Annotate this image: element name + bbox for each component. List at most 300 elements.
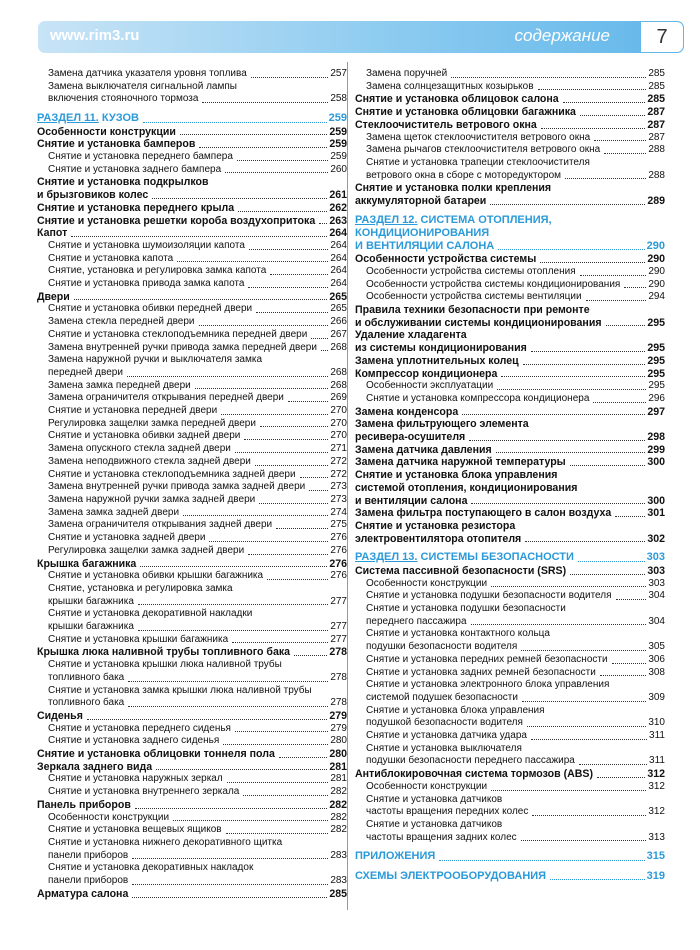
- dot-leader: [550, 879, 645, 880]
- toc-entry[interactable]: [355, 279, 665, 292]
- toc-entry[interactable]: [37, 812, 347, 825]
- toc-page-number: 312: [647, 768, 665, 781]
- dot-leader: [243, 795, 328, 796]
- toc-entry[interactable]: [355, 641, 665, 654]
- toc-page-number: 299: [647, 443, 665, 456]
- toc-entry[interactable]: [37, 761, 347, 774]
- toc-entry-title: РАЗДЕЛ 13. СИСТЕМЫ БЕЗОПАСНОСТИ: [355, 551, 574, 564]
- toc-page-number: 311: [649, 730, 665, 742]
- dot-leader: [237, 160, 328, 161]
- dot-leader: [249, 249, 328, 250]
- toc-entry-title: Снятие и установка обивки задней двери: [48, 430, 241, 442]
- toc-entry[interactable]: [37, 519, 347, 532]
- toc-entry[interactable]: [37, 240, 347, 253]
- toc-entry-line[interactable]: Замена выключателя сигнальной лампы: [48, 80, 237, 92]
- dot-leader: [195, 388, 329, 389]
- toc-entry[interactable]: [355, 266, 665, 279]
- toc-entry-line[interactable]: Снятие и установка подушки безопасности: [366, 603, 566, 615]
- dot-leader: [570, 465, 646, 466]
- toc-entry[interactable]: [37, 138, 347, 151]
- toc-entry-line[interactable]: Замена наружной ручки и выключателя замка: [48, 354, 263, 366]
- dot-leader: [462, 414, 645, 415]
- dot-leader: [143, 122, 327, 123]
- toc-page-number: 290: [648, 265, 665, 277]
- dot-leader: [538, 89, 647, 90]
- dot-leader: [593, 402, 646, 403]
- toc-entry-line[interactable]: Снятие и установка контактного кольца: [366, 628, 550, 640]
- toc-entry[interactable]: [355, 355, 665, 368]
- dot-leader: [138, 604, 328, 605]
- dot-leader: [270, 274, 328, 275]
- toc-page-number: 295: [647, 367, 665, 380]
- toc-page-number: 283: [330, 849, 347, 861]
- dot-leader: [232, 642, 328, 643]
- toc-entry[interactable]: [37, 405, 347, 418]
- toc-entry-title: Снятие и установка решетки короба воздухопритока: [37, 214, 316, 227]
- toc-entry[interactable]: [37, 507, 347, 520]
- toc-entry-title: Регулировка защелки замка задней двери: [48, 544, 245, 556]
- toc-entry-line[interactable]: Снятие и установка датчиков: [366, 793, 503, 805]
- dot-leader: [319, 223, 327, 224]
- toc-entry-title: Замена датчика давления: [355, 443, 492, 456]
- toc-entry[interactable]: [355, 565, 665, 578]
- toc-page-number: 265: [329, 290, 347, 303]
- toc-entry-title: Замена конденсора: [355, 405, 459, 418]
- toc-entry[interactable]: [355, 195, 665, 208]
- toc-entry-title: Снятие и установка переднего бампера: [48, 151, 233, 163]
- toc-page-number: 272: [330, 455, 347, 467]
- toc-entry-title: Стеклоочиститель ветрового окна: [355, 118, 537, 131]
- toc-entry-line[interactable]: Снятие и установка блока управления: [355, 469, 558, 482]
- toc-entry-line[interactable]: Снятие и установка замка крышки люка наливной трубы: [48, 684, 312, 696]
- toc-entry[interactable]: [355, 533, 665, 546]
- toc-entry-title: Снятие и установка вещевых ящиков: [48, 824, 222, 836]
- toc-page-number: 308: [648, 666, 665, 678]
- toc-entry-title: Компрессор кондиционера: [355, 367, 498, 380]
- dot-leader: [497, 389, 646, 390]
- toc-entry-line[interactable]: Снятие и установка выключателя: [366, 742, 522, 754]
- toc-entry[interactable]: [37, 888, 347, 901]
- dot-leader: [579, 764, 647, 765]
- dot-leader: [244, 439, 328, 440]
- toc-entry[interactable]: [37, 291, 347, 304]
- toc-entry[interactable]: [355, 368, 665, 381]
- toc-entry-title: переднего пассажира: [366, 615, 467, 627]
- toc-page-number: 285: [648, 80, 665, 92]
- dot-leader: [173, 820, 328, 821]
- toc-entry-title: Особенности устройства системы вентиляции: [366, 291, 582, 303]
- toc-entry-title: Снятие и установка облицовки тоннеля пола: [37, 748, 275, 761]
- toc-entry[interactable]: [355, 106, 665, 119]
- toc-entry-title: Особенности устройства системы: [355, 253, 537, 266]
- toc-entry-title: электровентилятора отопителя: [355, 532, 522, 545]
- dot-leader: [606, 325, 646, 326]
- toc-entry[interactable]: [37, 494, 347, 507]
- toc-entry-title: Замена неподвижного стекла задней двери: [48, 455, 251, 467]
- dot-leader: [612, 663, 647, 664]
- toc-entry-title: Замена рычагов стеклоочистителя ветрового окна: [366, 144, 601, 156]
- toc-entry-title: Особенности устройства системы кондиционирования: [366, 278, 621, 290]
- dot-leader: [74, 299, 328, 300]
- toc-entry-title: топливного бака: [48, 697, 125, 709]
- toc-entry[interactable]: [37, 672, 347, 685]
- toc-entry[interactable]: [355, 317, 665, 330]
- toc-entry[interactable]: [355, 495, 665, 508]
- toc-entry[interactable]: [37, 824, 347, 837]
- toc-entry[interactable]: [355, 253, 665, 266]
- toc-page-number: 278: [330, 671, 347, 683]
- toc-entry[interactable]: [37, 342, 347, 355]
- toc-entry[interactable]: [355, 132, 665, 145]
- toc-entry-title: Снятие и установка стеклоподъемника передней двери: [48, 328, 308, 340]
- toc-page-number: 285: [648, 68, 665, 79]
- toc-page-number: 277: [330, 633, 347, 645]
- toc-entry[interactable]: [355, 832, 665, 845]
- toc-entry-title: Замена замка передней двери: [48, 379, 191, 391]
- toc-page-number: 260: [330, 163, 347, 175]
- toc-entry[interactable]: [37, 850, 347, 863]
- toc-entry-line[interactable]: Удаление хладагента: [355, 329, 467, 342]
- dot-leader: [469, 440, 645, 441]
- toc-entry-title: Особенности эксплуатации: [366, 380, 494, 392]
- toc-page-number: 276: [330, 544, 347, 556]
- toc-entry-line[interactable]: Снятие и установка трапеции стеклоочистителя: [366, 156, 590, 168]
- dot-leader: [521, 840, 647, 841]
- dot-leader: [209, 541, 328, 542]
- toc-entry[interactable]: [37, 126, 347, 139]
- dot-leader: [525, 541, 645, 542]
- toc-entry[interactable]: [37, 773, 347, 786]
- toc-entry[interactable]: [355, 444, 665, 457]
- toc-entry[interactable]: [355, 393, 665, 406]
- toc-page-number: 277: [330, 621, 347, 633]
- toc-entry[interactable]: [37, 697, 347, 710]
- toc-page-number: 264: [330, 239, 347, 251]
- toc-section[interactable]: [355, 850, 665, 864]
- toc-entry-title: Снятие и установка передней двери: [48, 405, 218, 417]
- toc-entry[interactable]: [37, 380, 347, 393]
- toc-page-number: 304: [648, 615, 665, 627]
- toc-entry[interactable]: [355, 93, 665, 106]
- toc-entry[interactable]: [37, 215, 347, 228]
- dot-leader: [594, 140, 646, 141]
- toc-entry[interactable]: [355, 781, 665, 794]
- toc-entry-title: Замена ограничителя открывания задней двери: [48, 519, 273, 531]
- toc-entry-title: подушкой безопасности водителя: [366, 717, 523, 729]
- toc-entry[interactable]: [37, 646, 347, 659]
- toc-page-number: 300: [647, 494, 665, 507]
- dot-leader: [248, 554, 328, 555]
- toc-entry[interactable]: [37, 265, 347, 278]
- toc-entry-title: И ВЕНТИЛЯЦИИ САЛОНА: [355, 239, 495, 252]
- section-title: содержание: [514, 26, 610, 45]
- toc-entry[interactable]: [37, 430, 347, 443]
- toc-page-number: 262: [329, 201, 347, 214]
- dot-leader: [439, 860, 644, 861]
- dot-leader: [256, 312, 328, 313]
- toc-page-number: 302: [647, 532, 665, 545]
- toc-entry[interactable]: [355, 81, 665, 94]
- toc-page-number: 264: [329, 227, 347, 240]
- toc-entry[interactable]: [355, 342, 665, 355]
- toc-entry[interactable]: [355, 456, 665, 469]
- toc-entry-line[interactable]: Замена фильтрующего элемента: [355, 418, 529, 431]
- toc-page-number: 303: [647, 564, 665, 577]
- toc-entry[interactable]: [37, 481, 347, 494]
- toc-entry[interactable]: [37, 418, 347, 431]
- toc-entry[interactable]: [37, 303, 347, 316]
- dot-leader: [199, 325, 329, 326]
- dot-leader: [235, 731, 328, 732]
- toc-entry-line[interactable]: Снятие и установка подкрылков: [37, 176, 209, 189]
- toc-page-number: 305: [648, 641, 665, 653]
- toc-entry[interactable]: [355, 507, 665, 520]
- toc-page-number: 270: [330, 430, 347, 442]
- toc-page-number: 268: [330, 341, 347, 353]
- dot-leader: [259, 503, 328, 504]
- toc-entry-line[interactable]: Снятие и установка блока управления: [366, 704, 545, 716]
- toc-entry-line[interactable]: КОНДИЦИОНИРОВАНИЯ: [355, 226, 490, 239]
- toc-entry-line[interactable]: Снятие и установка декоративных накладок: [48, 862, 254, 874]
- toc-entry[interactable]: [355, 119, 665, 132]
- toc-entry[interactable]: [37, 621, 347, 634]
- toc-entry[interactable]: [37, 558, 347, 571]
- toc-entry-title: передней двери: [48, 366, 123, 378]
- toc-entry-line[interactable]: Снятие и установка полки крепления: [355, 182, 552, 195]
- toc-entry[interactable]: [37, 164, 347, 177]
- dot-leader: [279, 757, 327, 758]
- toc-page-number: 264: [330, 252, 347, 264]
- dot-leader: [311, 338, 328, 339]
- toc-entry[interactable]: [37, 443, 347, 456]
- toc-entry[interactable]: [37, 367, 347, 380]
- toc-page-number: 295: [648, 380, 665, 392]
- toc-entry-line[interactable]: Снятие, установка и регулировка замка: [48, 582, 233, 594]
- toc-page-number: 281: [329, 760, 347, 773]
- toc-entry[interactable]: [355, 667, 665, 680]
- toc-entry[interactable]: [355, 431, 665, 444]
- toc-entry-title: Капот: [37, 227, 68, 240]
- toc-page-number: 273: [330, 481, 347, 493]
- toc-page-number: 261: [329, 189, 347, 202]
- toc-page-number: 281: [330, 773, 347, 785]
- dot-leader: [616, 599, 647, 600]
- toc-entry-line[interactable]: Снятие и установка датчиков: [366, 818, 503, 830]
- toc-entry-title: СХЕМЫ ЭЛЕКТРООБОРУДОВАНИЯ: [355, 869, 547, 882]
- dot-leader: [127, 376, 328, 377]
- toc-entry-line[interactable]: Правила техники безопасности при ремонте: [355, 304, 590, 317]
- toc-entry-title: Снятие и установка стеклоподъемника задней двери: [48, 468, 296, 480]
- toc-page-number: 309: [648, 691, 665, 703]
- toc-entry-line[interactable]: Снятие и установка крышки люка наливной трубы: [48, 659, 282, 671]
- toc-entry-title: Снятие и установка переднего сиденья: [48, 722, 231, 734]
- toc-entry[interactable]: [37, 570, 347, 583]
- toc-entry-title: Снятие и установка задних ремней безопасности: [366, 666, 596, 678]
- toc-entry-title: Снятие и установка компрессора кондиционера: [366, 392, 590, 404]
- toc-entry[interactable]: [37, 392, 347, 405]
- toc-page-number: 306: [648, 653, 665, 665]
- dot-leader: [248, 287, 328, 288]
- toc-entry[interactable]: [355, 144, 665, 157]
- toc-entry[interactable]: [355, 806, 665, 819]
- toc-entry[interactable]: [37, 723, 347, 736]
- toc-entry-title: и вентиляции салона: [355, 494, 468, 507]
- toc-entry-title: Снятие и установка задней двери: [48, 532, 206, 544]
- toc-entry-title: Панель приборов: [37, 798, 131, 811]
- toc-page-number: 312: [648, 806, 665, 818]
- toc-page-number: 271: [330, 443, 347, 455]
- toc-entry[interactable]: [37, 278, 347, 291]
- dot-leader: [156, 769, 327, 770]
- toc-entry[interactable]: [37, 316, 347, 329]
- toc-entry[interactable]: [355, 768, 665, 781]
- toc-entry[interactable]: [37, 456, 347, 469]
- toc-entry[interactable]: [37, 189, 347, 202]
- toc-entry-title: Замена поручней: [366, 68, 448, 79]
- toc-entry-title: аккумуляторной батареи: [355, 195, 487, 208]
- toc-entry[interactable]: [355, 730, 665, 743]
- toc-entry-title: Снятие и установка датчика удара: [366, 730, 527, 742]
- toc-entry[interactable]: [37, 202, 347, 215]
- toc-section[interactable]: [355, 870, 665, 884]
- page-number: 7: [640, 21, 684, 53]
- toc-entry-title: подушки безопасности переднего пассажира: [366, 755, 575, 767]
- toc-entry-line[interactable]: РАЗДЕЛ 12. СИСТЕМА ОТОПЛЕНИЯ,: [355, 213, 552, 226]
- dot-leader: [128, 706, 328, 707]
- dot-leader: [227, 782, 329, 783]
- toc-page-number: 259: [328, 112, 347, 125]
- toc-entry-title: Замена наружной ручки замка задней двери: [48, 494, 256, 505]
- toc-page-number: 290: [648, 278, 665, 290]
- dot-leader: [223, 744, 328, 745]
- dot-leader: [580, 115, 645, 116]
- toc-entry-title: Арматура салона: [37, 887, 129, 900]
- toc-section[interactable]: [37, 112, 347, 126]
- toc-entry[interactable]: [355, 755, 665, 768]
- toc-entry-title: Снятие и установка капота: [48, 252, 174, 264]
- toc-entry[interactable]: [355, 68, 665, 81]
- toc-entry[interactable]: [37, 532, 347, 545]
- toc-entry-title: панели приборов: [48, 849, 129, 861]
- dot-leader: [471, 624, 647, 625]
- toc-entry[interactable]: [37, 93, 347, 106]
- dot-leader: [531, 739, 647, 740]
- toc-entry-title: Замена солнцезащитных козырьков: [366, 80, 534, 92]
- dot-leader: [202, 102, 328, 103]
- dot-leader: [532, 815, 646, 816]
- dot-leader: [624, 287, 646, 288]
- column-divider: [347, 62, 348, 910]
- dot-leader: [604, 153, 646, 154]
- toc-entry-title: Крышка люка наливной трубы топливного бака: [37, 646, 291, 659]
- toc-entry-title: подушки безопасности водителя: [366, 641, 518, 653]
- toc-entry[interactable]: [355, 578, 665, 591]
- toc-entry-line[interactable]: Снятие и установка резистора: [355, 520, 516, 532]
- dot-leader: [177, 261, 328, 262]
- dot-leader: [226, 833, 329, 834]
- toc-page-number: 289: [647, 195, 665, 208]
- toc-entry-title: Снятие и установка передних ремней безопасности: [366, 653, 608, 665]
- toc-entry[interactable]: [355, 717, 665, 730]
- toc-entry-line[interactable]: системой отопления, кондиционирования: [355, 481, 578, 494]
- toc-section[interactable]: [355, 240, 665, 254]
- toc-entry[interactable]: [355, 291, 665, 304]
- toc-page-number: 259: [330, 151, 347, 163]
- toc-page-number: 278: [330, 697, 347, 709]
- toc-page-number: 312: [648, 780, 665, 792]
- toc-entry[interactable]: [355, 616, 665, 629]
- toc-entry[interactable]: [37, 329, 347, 342]
- toc-page-number: 280: [329, 748, 347, 761]
- toc-entry[interactable]: [37, 227, 347, 240]
- toc-entry[interactable]: [355, 692, 665, 705]
- toc-page-number: 304: [648, 590, 665, 602]
- dot-leader: [225, 172, 328, 173]
- toc-entry-line[interactable]: Снятие и установка электронного блока управления: [366, 679, 610, 691]
- dot-leader: [496, 452, 646, 453]
- toc-entry-title: Снятие и установка облицовок салона: [355, 93, 559, 106]
- toc-entry-line[interactable]: Снятие и установка нижнего декоративного щитка: [48, 836, 283, 848]
- toc-entry-line[interactable]: Снятие и установка декоративной накладки: [48, 608, 253, 620]
- toc-page-number: 270: [330, 417, 347, 429]
- toc-entry-title: Зеркала заднего вида: [37, 760, 153, 773]
- toc-entry[interactable]: [37, 151, 347, 164]
- dot-leader: [251, 77, 329, 78]
- toc-entry[interactable]: [355, 406, 665, 419]
- toc-page-number: 319: [646, 869, 665, 882]
- toc-entry-title: Снятие и установка шумоизоляции капота: [48, 239, 245, 251]
- toc-entry[interactable]: [37, 596, 347, 609]
- toc-entry[interactable]: [37, 735, 347, 748]
- toc-page-number: 263: [329, 214, 347, 227]
- toc-page-number: 315: [646, 850, 665, 863]
- toc-entry[interactable]: [355, 590, 665, 603]
- toc-entry[interactable]: [37, 253, 347, 266]
- toc-entry-title: Снятие и установка переднего крыла: [37, 201, 235, 214]
- toc-entry-title: Снятие и установка заднего бампера: [48, 163, 222, 175]
- toc-entry[interactable]: [37, 68, 347, 81]
- dot-leader: [521, 650, 646, 651]
- toc-entry-title: Снятие и установка привода замка капота: [48, 278, 245, 290]
- toc-entry[interactable]: [37, 875, 347, 888]
- toc-entry-title: и обслуживании системы кондиционирования: [355, 316, 602, 329]
- toc-entry[interactable]: [355, 170, 665, 183]
- toc-entry[interactable]: [37, 799, 347, 812]
- toc-page-number: 283: [330, 875, 347, 887]
- toc-page-number: 303: [648, 577, 665, 589]
- toc-entry[interactable]: [37, 469, 347, 482]
- site-url[interactable]: www.rim3.ru: [50, 27, 140, 44]
- toc-entry[interactable]: [37, 545, 347, 558]
- toc-entry-title: Замена ограничителя открывания передней двери: [48, 392, 284, 404]
- toc-entry[interactable]: [37, 748, 347, 761]
- dot-leader: [531, 351, 646, 352]
- toc-entry[interactable]: [37, 786, 347, 799]
- dot-leader: [541, 128, 646, 129]
- toc-section[interactable]: [355, 551, 665, 565]
- toc-entry-title: Двери: [37, 290, 70, 303]
- toc-entry-title: РАЗДЕЛ 11. КУЗОВ: [37, 112, 139, 125]
- toc-page-number: 294: [648, 291, 665, 303]
- toc-page-number: 276: [330, 570, 347, 582]
- toc-page-number: 267: [330, 328, 347, 340]
- toc-entry-title: Особенности конструкции: [366, 577, 488, 589]
- toc-entry[interactable]: [355, 654, 665, 667]
- dot-leader: [600, 675, 647, 676]
- toc-entry[interactable]: [37, 710, 347, 723]
- toc-entry[interactable]: [37, 634, 347, 647]
- toc-entry[interactable]: [355, 380, 665, 393]
